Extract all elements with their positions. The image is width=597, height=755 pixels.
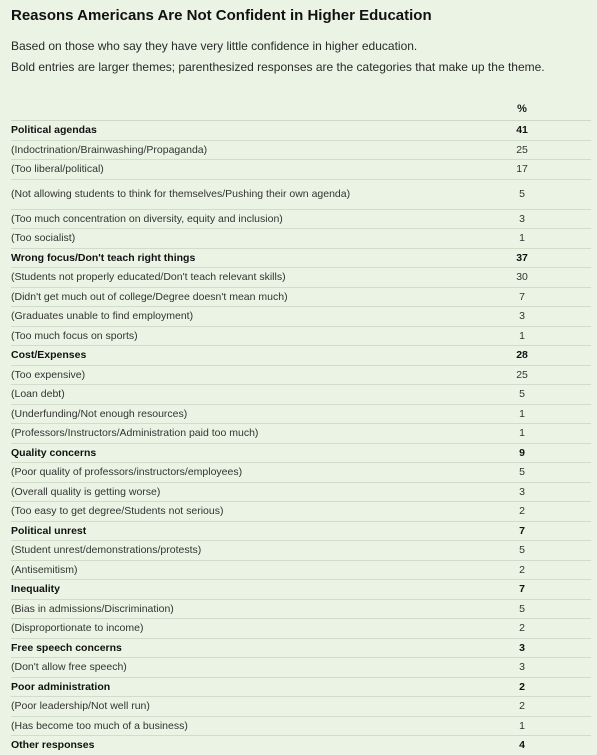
- percent-value: 37: [453, 248, 591, 268]
- percent-value: 5: [453, 541, 591, 561]
- reasons-table: [11, 98, 591, 755]
- category-label: (Too socialist): [11, 229, 453, 249]
- percent-value: 2: [453, 560, 591, 580]
- theme-label: Wrong focus/Don't teach right things: [11, 248, 453, 268]
- percent-value: 17: [453, 160, 591, 180]
- category-label: (Student unrest/demonstrations/protests): [11, 541, 453, 561]
- theme-label: Free speech concerns: [11, 638, 453, 658]
- category-row: [11, 140, 591, 160]
- category-label: (Has become too much of a business): [11, 716, 453, 736]
- category-label: (Graduates unable to find employment): [11, 307, 453, 327]
- percent-value: 30: [453, 268, 591, 288]
- percent-value: 2: [453, 502, 591, 522]
- percent-value: 7: [453, 521, 591, 541]
- percent-value: 3: [453, 638, 591, 658]
- percent-value: 5: [453, 385, 591, 405]
- percent-value: 28: [453, 346, 591, 366]
- category-label: (Loan debt): [11, 385, 453, 405]
- category-row: [11, 229, 591, 249]
- category-label: (Too expensive): [11, 365, 453, 385]
- category-label: (Too much focus on sports): [11, 326, 453, 346]
- category-label: (Too liberal/political): [11, 160, 453, 180]
- percent-value: 2: [453, 697, 591, 717]
- percent-value: 1: [453, 716, 591, 736]
- percent-value: 41: [453, 121, 591, 141]
- percent-value: 1: [453, 326, 591, 346]
- table-header-row: [11, 98, 591, 121]
- category-row: [11, 541, 591, 561]
- percent-value: 1: [453, 229, 591, 249]
- percent-value: 3: [453, 209, 591, 229]
- category-row: [11, 160, 591, 180]
- theme-row: [11, 248, 591, 268]
- category-row: [11, 716, 591, 736]
- category-row: [11, 560, 591, 580]
- percent-value: 2: [453, 619, 591, 639]
- category-label: (Antisemitism): [11, 560, 453, 580]
- percent-value: 5: [453, 179, 591, 209]
- category-row: [11, 619, 591, 639]
- category-label: (Poor leadership/Not well run): [11, 697, 453, 717]
- category-label: (Poor quality of professors/instructors/employees): [11, 463, 453, 483]
- subtitle-line-1: Based on those who say they have very little confidence in higher education.: [11, 39, 418, 53]
- category-row: [11, 502, 591, 522]
- category-row: [11, 482, 591, 502]
- theme-label: Inequality: [11, 580, 453, 600]
- category-row: [11, 697, 591, 717]
- category-label: (Disproportionate to income): [11, 619, 453, 639]
- category-row: [11, 599, 591, 619]
- percent-value: 7: [453, 580, 591, 600]
- category-label: (Too much concentration on diversity, equity and inclusion): [11, 209, 453, 229]
- theme-label: Other responses: [11, 736, 453, 755]
- category-label: (Underfunding/Not enough resources): [11, 404, 453, 424]
- percent-value: 25: [453, 140, 591, 160]
- theme-row: [11, 443, 591, 463]
- theme-row: [11, 736, 591, 755]
- theme-label: Cost/Expenses: [11, 346, 453, 366]
- percent-value: 3: [453, 482, 591, 502]
- category-label: (Don't allow free speech): [11, 658, 453, 678]
- percent-value: 3: [453, 307, 591, 327]
- percent-value: 1: [453, 424, 591, 444]
- percent-column-header: %: [517, 103, 527, 115]
- category-row: [11, 365, 591, 385]
- theme-row: [11, 638, 591, 658]
- percent-value: 3: [453, 658, 591, 678]
- category-label: (Not allowing students to think for themselves/Pushing their own agenda): [11, 179, 453, 209]
- theme-row: [11, 677, 591, 697]
- category-label: (Overall quality is getting worse): [11, 482, 453, 502]
- percent-value: 5: [453, 599, 591, 619]
- category-label: (Too easy to get degree/Students not serious): [11, 502, 453, 522]
- category-label: (Bias in admissions/Discrimination): [11, 599, 453, 619]
- theme-row: [11, 580, 591, 600]
- category-row: [11, 268, 591, 288]
- theme-row: [11, 121, 591, 141]
- category-row: [11, 209, 591, 229]
- theme-label: Political unrest: [11, 521, 453, 541]
- figure-container: [11, 6, 591, 752]
- percent-value: 5: [453, 463, 591, 483]
- category-row: [11, 424, 591, 444]
- category-row: [11, 658, 591, 678]
- percent-value: 25: [453, 365, 591, 385]
- percent-value: 9: [453, 443, 591, 463]
- percent-value: 7: [453, 287, 591, 307]
- theme-label: Quality concerns: [11, 443, 453, 463]
- percent-value: 4: [453, 736, 591, 755]
- category-row: [11, 179, 591, 209]
- theme-label: Poor administration: [11, 677, 453, 697]
- percent-value: 2: [453, 677, 591, 697]
- category-row: [11, 463, 591, 483]
- category-label: (Indoctrination/Brainwashing/Propaganda): [11, 140, 453, 160]
- table-body: [11, 121, 591, 755]
- category-label: (Students not properly educated/Don't teach relevant skills): [11, 268, 453, 288]
- category-row: [11, 385, 591, 405]
- category-row: [11, 404, 591, 424]
- theme-row: [11, 346, 591, 366]
- category-label: (Professors/Instructors/Administration paid too much): [11, 424, 453, 444]
- category-row: [11, 307, 591, 327]
- subtitle-line-2: Bold entries are larger themes; parenthesized responses are the categories that make up the theme.: [11, 60, 545, 74]
- category-row: [11, 326, 591, 346]
- category-row: [11, 287, 591, 307]
- label-column-header: [11, 98, 453, 121]
- category-label: (Didn't get much out of college/Degree doesn't mean much): [11, 287, 453, 307]
- percent-value: 1: [453, 404, 591, 424]
- page-title: Reasons Americans Are Not Confident in Higher Education: [11, 7, 432, 24]
- theme-label: Political agendas: [11, 121, 453, 141]
- theme-row: [11, 521, 591, 541]
